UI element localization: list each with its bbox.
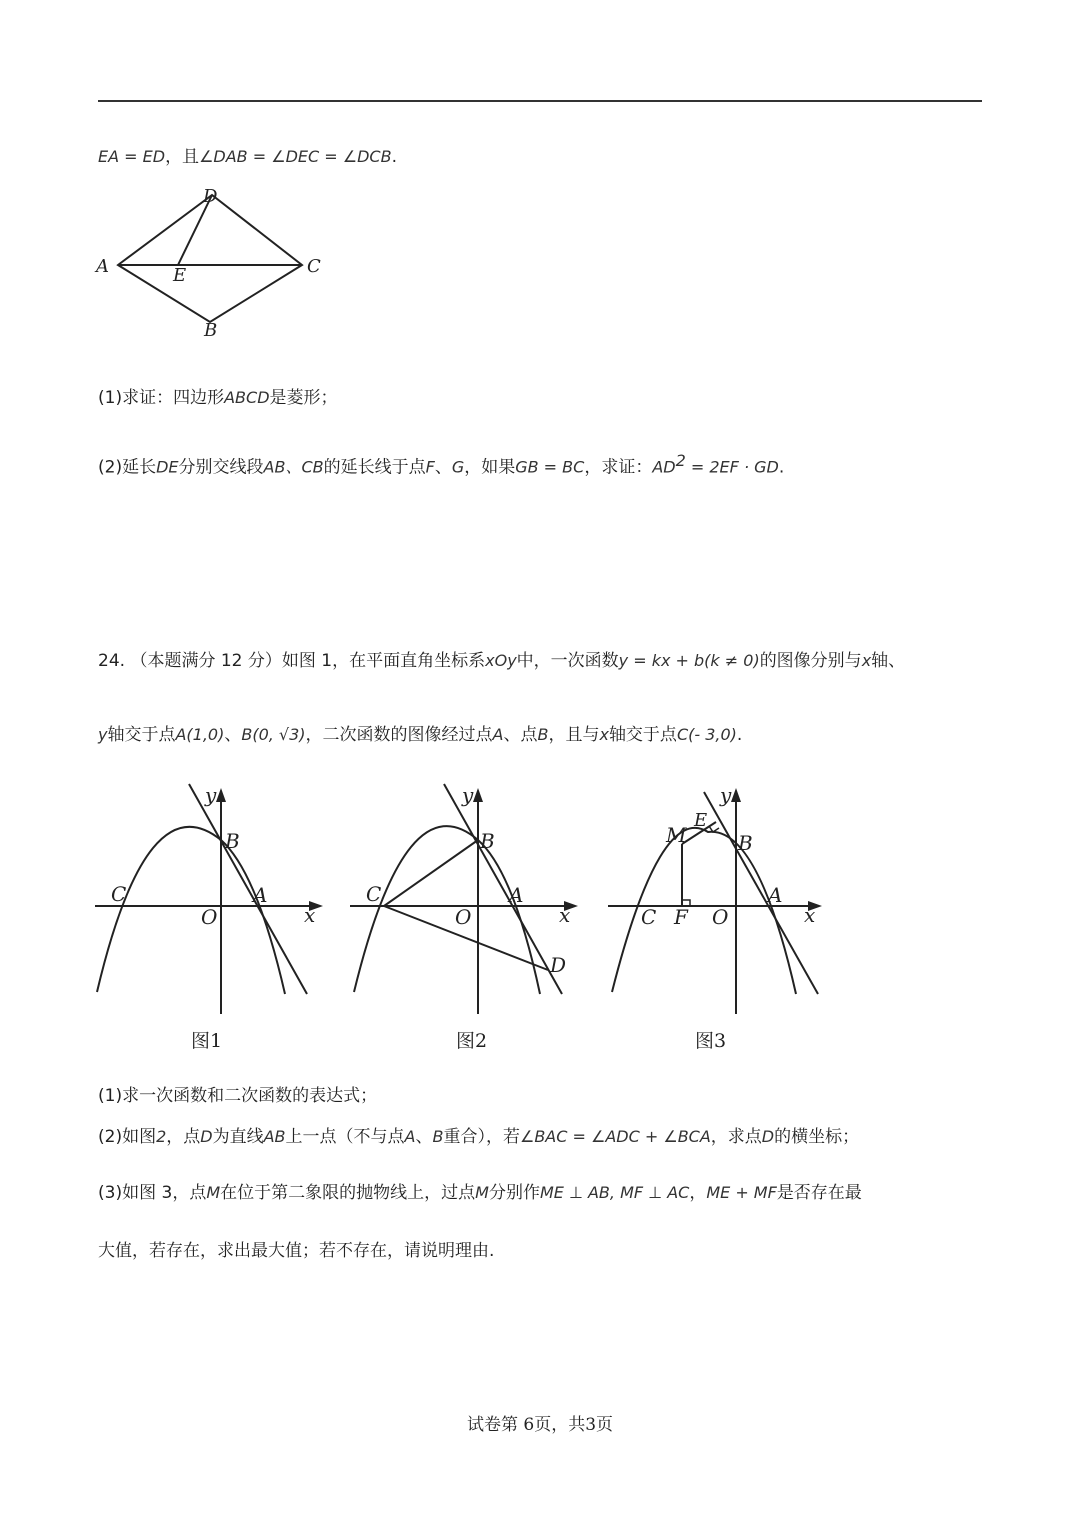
figure-2 (350, 782, 585, 1017)
svg-text:B: B (738, 831, 753, 855)
svg-text:C: C (366, 882, 382, 906)
intro-line: EA = ED，且∠DAB = ∠DEC = ∠DCB. (98, 147, 397, 167)
svg-text:C: C (111, 882, 127, 906)
svg-text:B: B (480, 829, 495, 853)
label-E: E (173, 265, 187, 286)
svg-text:M: M (666, 823, 687, 847)
figure-2-caption: 图2 (456, 1030, 488, 1052)
svg-text:C: C (641, 905, 657, 929)
math-ea-ed: EA = ED (98, 147, 166, 166)
svg-text:O: O (712, 905, 729, 929)
figure-3-caption: 图3 (695, 1030, 727, 1052)
svg-text:E: E (694, 810, 708, 831)
math-angles: ∠DAB = ∠DEC = ∠DCB (199, 147, 392, 166)
label-C: C (307, 256, 321, 277)
label-D: D (203, 186, 218, 207)
label-B: B (204, 320, 218, 341)
label-A: A (96, 256, 109, 277)
q24-part1: (1)求一次函数和二次函数的表达式； (98, 1086, 378, 1106)
svg-text:x: x (559, 903, 571, 927)
q23-part2: (2)延长DE分别交线段AB、CB的延长线于点F、G，如果GB = BC，求证：$AD^2 = 2EF$ · GD. (98, 451, 785, 478)
q24-line2: y轴交于点A(1,0)、B(0, √3)，二次函数的图像经过点A、点B，且与x轴交于点C(- 3,0). (98, 725, 743, 745)
svg-text:O: O (201, 905, 218, 929)
svg-text:y: y (462, 783, 474, 807)
svg-text:x: x (804, 903, 816, 927)
svg-text:D: D (550, 953, 567, 977)
figure-3 (608, 782, 843, 1017)
rhombus-figure (90, 180, 340, 345)
page-footer: 试卷第 6页，共3页 (466, 1415, 614, 1435)
svg-text:A: A (253, 883, 268, 907)
q24-part2: (2)如图2，点D为直线AB上一点（不与点A、B重合），若∠BAC = ∠ADC + ∠BCA，求点D的横坐标； (98, 1127, 860, 1147)
svg-text:y: y (720, 783, 732, 807)
svg-text:O: O (455, 905, 472, 929)
svg-text:A: A (509, 883, 524, 907)
figure-1 (95, 782, 330, 1017)
svg-text:A: A (768, 883, 783, 907)
svg-text:y: y (205, 783, 217, 807)
svg-text:B: B (225, 829, 240, 853)
q24-part3-line2: 大值，若存在，求出最大值；若不存在，请说明理由. (98, 1241, 495, 1261)
header-rule (98, 100, 982, 102)
figure-1-caption: 图1 (191, 1030, 223, 1052)
q24-part3: (3)如图 3，点M在位于第二象限的抛物线上，过点M分别作ME ⊥ AB, MF ⊥ AC，ME + MF是否存在最 (98, 1183, 862, 1203)
svg-text:x: x (304, 903, 316, 927)
svg-text:F: F (674, 905, 688, 929)
q23-part1: (1)求证：四边形ABCD是菱形； (98, 388, 338, 408)
q24-line1: 24. （本题满分 12 分）如图 1，在平面直角坐标系xOy中，一次函数y = kx + b(k ≠ 0)的图像分别与x轴、 (98, 651, 906, 671)
